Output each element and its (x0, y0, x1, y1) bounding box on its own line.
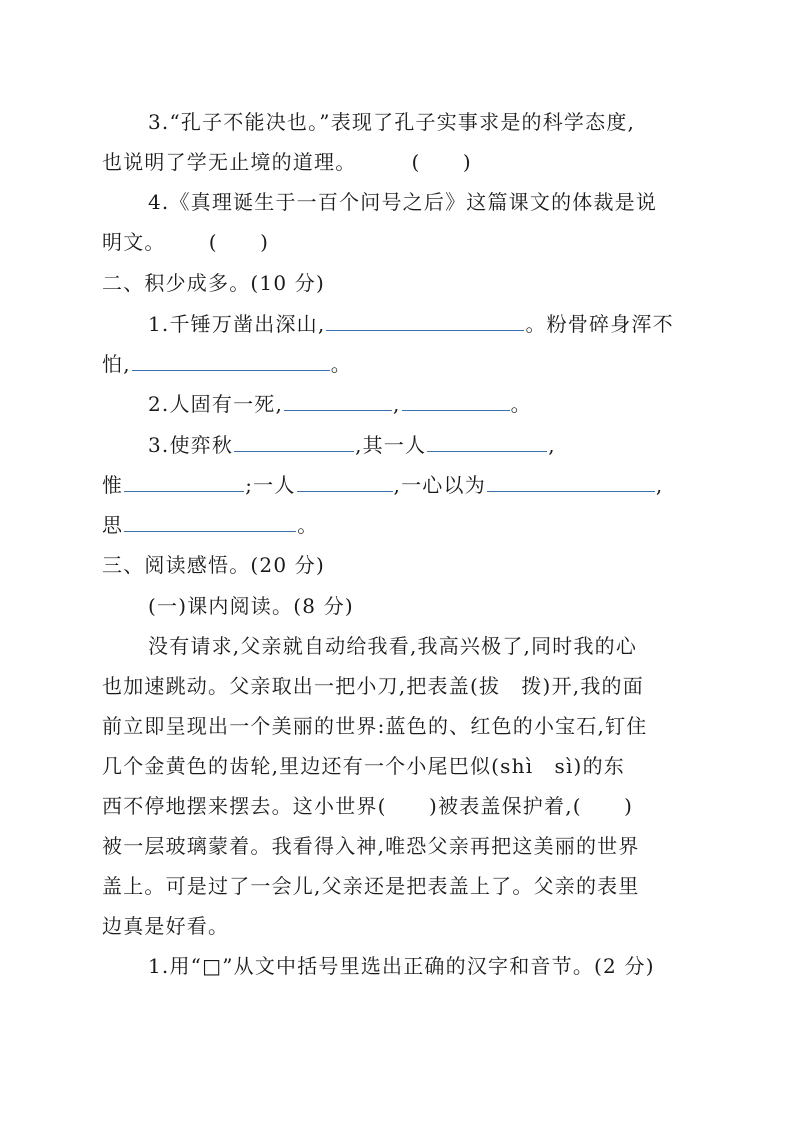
s2-q1-blank-1[interactable] (326, 312, 524, 331)
s2-q3-line2 (102, 471, 663, 499)
passage-line: 西不停地摆来摆去。这小世界( )被表盖保护着,( ) (102, 794, 634, 818)
s2-q1-text-b: 。粉骨碎身浑不 (525, 312, 674, 336)
s2-q3-blank-5[interactable] (487, 473, 655, 492)
s2-q3-text-d: 惟 (102, 473, 124, 497)
judge-q3-text: 也说明了学无止境的道理。 (102, 150, 357, 174)
passage-line: 边真是好看。 (102, 914, 230, 938)
section3-sub1-title: (一)课内阅读。(8 分) (148, 594, 354, 618)
s2-q2-text-a: 2.人固有一死, (148, 392, 284, 416)
section3-title: 三、阅读感悟。(20 分) (102, 553, 326, 577)
judge-q3-line1: 3.“孔子不能决也。”表现了孔子实事求是的科学态度, (148, 110, 636, 134)
s2-q3-text-f: ,一心以为 (393, 473, 486, 497)
s2-q3-text-i: 。 (297, 513, 319, 537)
section2-title: 二、积少成多。(10 分) (102, 271, 326, 295)
s2-q2-line (148, 390, 532, 418)
passage-line: 几个金黄色的齿轮,里边还有一个小尾巴似(shì sì)的东 (102, 754, 625, 778)
s2-q3-text-g: , (655, 473, 664, 497)
judge-q4-answer-paren[interactable]: ( ) (208, 230, 270, 254)
s2-q2-text-c: 。 (510, 392, 532, 416)
s2-q3-blank-4[interactable] (297, 473, 393, 492)
judge-q4-line2 (102, 228, 269, 256)
s2-q3-text-b: ,其一人 (355, 433, 427, 457)
s2-q3-blank-2[interactable] (427, 433, 547, 452)
judge-q3-answer-paren[interactable]: ( ) (411, 150, 472, 174)
s2-q1-line1 (148, 310, 674, 338)
s2-q2-blank-1[interactable] (284, 392, 392, 411)
s2-q1-blank-2[interactable] (132, 352, 330, 371)
s2-q3-text-h: 思 (102, 513, 124, 537)
s2-q3-text-c: , (548, 433, 556, 457)
s2-q2-blank-2[interactable] (402, 392, 510, 411)
s2-q1-line2 (102, 350, 352, 378)
s3-q1-line: 1.用“□”从文中括号里选出正确的汉字和音节。(2 分) (148, 954, 655, 978)
judge-q4-text: 明文。 (102, 230, 166, 254)
passage-line: 盖上。可是过了一会儿,父亲还是把表盖上了。父亲的表里 (102, 874, 640, 898)
judge-q3-line2 (102, 148, 472, 176)
s2-q3-blank-6[interactable] (124, 513, 296, 532)
passage-line: 被一层玻璃蒙着。我看得入神,唯恐父亲再把这美丽的世界 (102, 834, 640, 858)
s2-q1-text-c: 怕, (102, 352, 131, 376)
passage-line: 也加速跳动。父亲取出一把小刀,把表盖(拔 拨)开,我的面 (102, 674, 644, 698)
passage-line: 前立即呈现出一个美丽的世界:蓝色的、红色的小宝石,钉住 (102, 714, 648, 738)
judge-q4-line1: 4.《真理诞生于一百个问号之后》这篇课文的体裁是说 (148, 190, 658, 214)
s2-q2-text-b: , (393, 392, 401, 416)
s2-q1-text-d: 。 (330, 352, 352, 376)
passage-line: 没有请求,父亲就自动给我看,我高兴极了,同时我的心 (148, 634, 638, 658)
s2-q3-text-e: ;一人 (245, 473, 296, 497)
s2-q3-text-a: 3.使弈秋 (148, 433, 234, 457)
s2-q3-blank-1[interactable] (234, 433, 354, 452)
s2-q3-blank-3[interactable] (124, 473, 244, 492)
s2-q1-text-a: 1.千锤万凿出深山, (148, 312, 326, 336)
s2-q3-line3 (102, 511, 318, 539)
s2-q3-line1 (148, 431, 556, 459)
